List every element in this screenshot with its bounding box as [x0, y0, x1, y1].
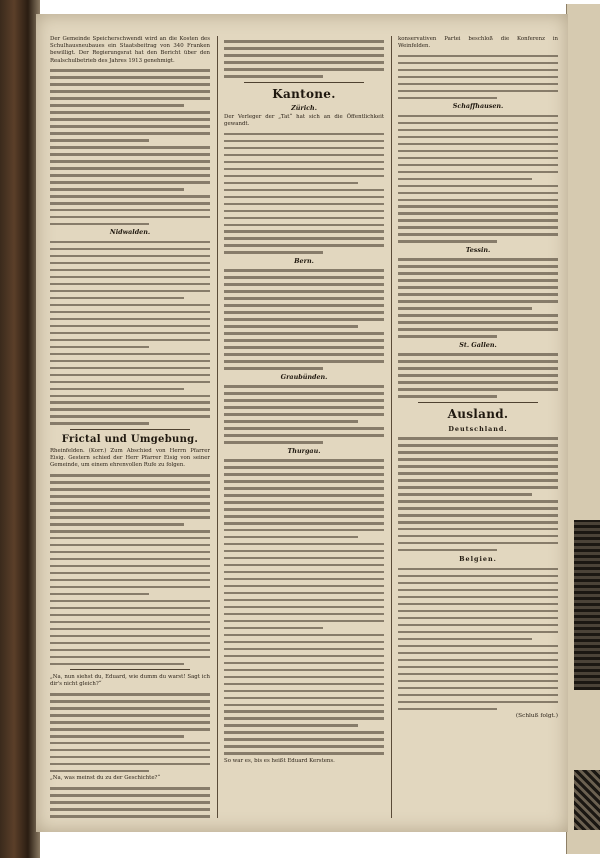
text-block [398, 437, 558, 551]
newspaper-page [36, 14, 568, 832]
canton-subheading: Graubünden. [280, 372, 328, 381]
text-block [398, 115, 558, 243]
lead-paragraph: konservativen Partei beschloß die Konferenz in Weinfelden. [398, 36, 558, 50]
canton-subheading: Schaffhausen. [452, 102, 504, 111]
text-block [50, 693, 210, 772]
column-rule [391, 36, 392, 818]
article-opening: Der Verleger der „Tat“ hat sich an die Öffentlichkeit gewandt. [224, 113, 384, 128]
text-block [50, 474, 210, 665]
column-1 [50, 36, 210, 820]
lead-paragraph: Der Gemeinde Speicherschwendi wird an die Kosten des Schulhausneubaues ein Staatsbeitrag von 340 Franken bewilligt. Der Regierungsrat hat den Bericht über den Realschulbetrieb des Jahres 1913 genehmigt. [50, 36, 210, 64]
section-heading: Ausland. [447, 406, 509, 421]
separator [70, 429, 190, 430]
text-block [224, 385, 384, 443]
text-block [224, 459, 384, 755]
country-subheading: Deutschland. [448, 424, 508, 433]
next-page-photo [574, 520, 600, 690]
text-block [224, 40, 384, 78]
closing-line: So war es, bis es heißt Eduard Kerstens. [224, 757, 335, 764]
text-block [398, 568, 558, 710]
section-heading: Frictal und Umgebung. [61, 434, 199, 446]
separator [418, 402, 538, 403]
section-subheading: Nidwalden. [109, 228, 151, 237]
canton-subheading: St. Gallen. [459, 340, 497, 349]
text-block [224, 269, 384, 369]
canton-subheading: Tessin. [465, 246, 491, 254]
quote-line: „Na, nun siehst du, Eduard, wie dumm du warst! Sagt ich dir's nicht gleich?“ [50, 674, 210, 688]
text-block [50, 787, 210, 820]
next-page-photo-lower [574, 770, 600, 830]
separator [70, 669, 190, 670]
text-block [50, 241, 210, 425]
section-heading: Kantone. [272, 86, 336, 101]
separator [244, 82, 364, 83]
text-block [398, 258, 558, 337]
canton-subheading: Bern. [294, 257, 314, 266]
text-block [50, 69, 210, 225]
canton-subheading: Zürich. [291, 103, 317, 112]
quote-line: „Na, was meinst du zu der Geschichte?“ [50, 775, 161, 782]
book-binding [0, 0, 40, 858]
canton-subheading: Thurgau. [287, 446, 321, 455]
country-subheading: Belgien. [459, 555, 497, 564]
text-block [224, 133, 384, 254]
column-rule [217, 36, 218, 818]
text-block [398, 55, 558, 100]
text-block [398, 353, 558, 398]
column-2 [224, 36, 384, 820]
article-opening: Rheinfelden. (Korr.) Zum Abschied von Herrn Pfarrer Eisig. Gestern schied der Herr Pfarrer Eisig von seiner Gemeinde, um einem ehrenvollen Rufe zu folgen. [50, 448, 210, 469]
next-page-edge [566, 4, 600, 854]
to-be-continued: (Schluß folgt.) [515, 713, 558, 720]
column-3 [398, 36, 558, 820]
